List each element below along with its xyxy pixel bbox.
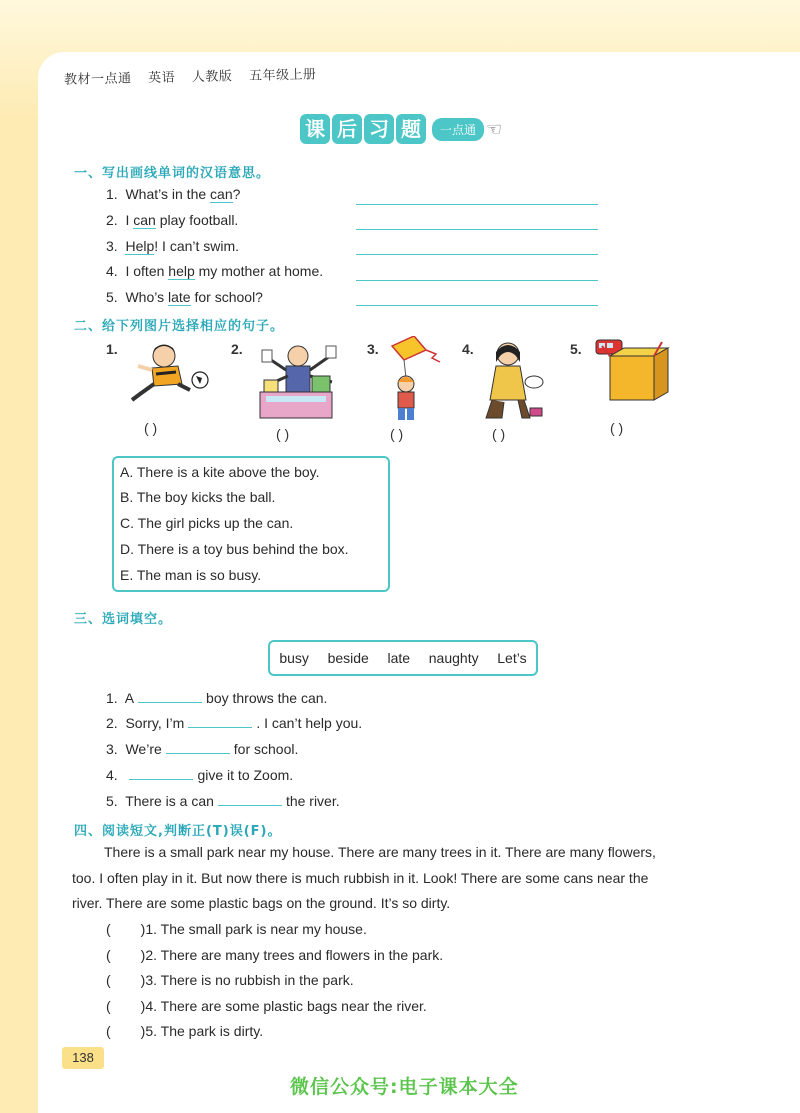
bus-behind-box-picture [590,338,676,408]
fill-blank-item: 2. Sorry, I’m . I can’t help you. [106,715,363,731]
section-banner [300,114,502,144]
pointing-hand-icon: ☜ [486,118,503,139]
blank-field[interactable] [166,741,230,754]
section-1-title: 一、写出画线单词的汉语意思。 [74,166,271,181]
option-item: B. The boy kicks the ball. [120,489,276,505]
picture-number: 1. [106,341,118,357]
answer-parens[interactable]: ( ) [610,420,624,436]
boy-kicking-ball-picture [126,340,210,408]
fill-blank-item: 4. give it to Zoom. [106,767,294,783]
option-item: E. The man is so busy. [120,567,262,583]
footer-watermark: 微信公众号:电子课本大全 [290,1076,519,1098]
word-bank-item: busy [279,650,309,666]
picture-number: 2. [231,341,243,357]
answer-line[interactable] [356,305,598,306]
tf-item: ( )5. The park is dirty. [106,1023,264,1039]
word-bank-item: naughty [428,650,479,666]
blank-field[interactable] [188,715,252,728]
banner-char: 题 [396,114,426,144]
word-bank-item: late [387,650,411,666]
tf-answer-open[interactable]: ( [106,972,111,988]
s1-item: 4. I often help my mother at home. [106,263,324,279]
picture-number: 5. [570,341,582,357]
answer-parens[interactable]: ( ) [276,426,290,442]
header-item: 人教版 [191,69,233,86]
picture-number: 3. [367,341,379,357]
answer-parens[interactable]: ( ) [390,426,404,442]
page-number: 138 [62,1047,104,1069]
passage-line: too. I often play in it. But now there is much rubbish in it. Look! There are some cans near the [72,870,649,886]
option-item: D. There is a toy bus behind the box. [120,541,349,557]
section-3-title: 三、选词填空。 [74,612,173,627]
passage-line: river. There are some plastic bags on the ground. It’s so dirty. [72,895,451,911]
blank-field[interactable] [138,690,202,703]
answer-line[interactable] [356,254,598,255]
word-bank-item: Let’s [497,650,527,666]
fill-blank-item: 1. A boy throws the can. [106,690,328,706]
tf-item: ( )1. The small park is near my house. [106,921,367,937]
header-item: 五年级上册 [248,67,317,84]
fill-blank-item: 5. There is a can the river. [106,793,340,809]
tf-answer-open[interactable]: ( [106,998,111,1014]
s1-item: 3. Help! I can’t swim. [106,238,240,254]
fill-blank-item: 3. We’re for school. [106,741,299,757]
s1-item: 2. I can play football. [106,212,239,228]
girl-picking-can-picture [478,338,552,424]
section-2-title: 二、给下列图片选择相应的句子。 [74,319,285,334]
tf-item: ( )4. There are some plastic bags near the river. [106,998,427,1014]
word-bank-item: beside [327,650,369,666]
blank-field[interactable] [129,767,193,780]
banner-char: 课 [300,114,330,144]
tf-answer-open[interactable]: ( [106,947,111,963]
banner-subtitle: 一点通 [432,118,484,141]
passage-line: There is a small park near my house. There are many trees in it. There are many flowers, [104,844,656,860]
answer-line[interactable] [356,229,598,230]
busy-man-picture [252,336,348,426]
banner-char: 后 [332,114,362,144]
tf-answer-open[interactable]: ( [106,1023,111,1039]
s1-item: 1. What’s in the can? [106,186,241,202]
option-item: A. There is a kite above the boy. [120,464,320,480]
answer-parens[interactable]: ( ) [492,426,506,442]
answer-line[interactable] [356,204,598,205]
section-4-title: 四、阅读短文,判断正(T)误(F)。 [74,824,282,839]
tf-item: ( )2. There are many trees and flowers in the park. [106,947,444,963]
option-item: C. The girl picks up the can. [120,515,294,531]
banner-char: 习 [364,114,394,144]
tf-answer-open[interactable]: ( [106,921,111,937]
tf-item: ( )3. There is no rubbish in the park. [106,972,354,988]
s1-item: 5. Who’s late for school? [106,289,263,305]
word-bank [268,640,538,676]
picture-number: 4. [462,341,474,357]
answer-parens[interactable]: ( ) [144,420,158,436]
answer-line[interactable] [356,280,598,281]
blank-field[interactable] [218,793,282,806]
kite-above-boy-picture [386,336,442,424]
header-item: 教材一点通 [63,71,132,88]
header-item: 英语 [148,70,176,87]
